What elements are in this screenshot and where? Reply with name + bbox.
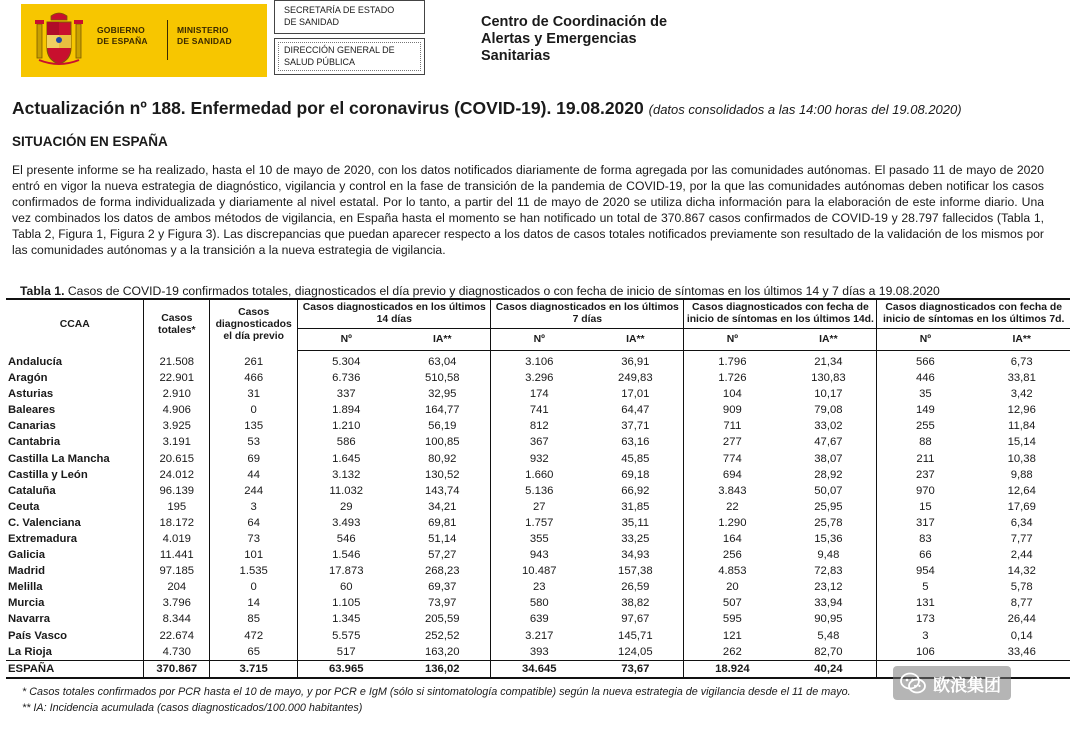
footnote-totales: * Casos totales confirmados por PCR hasta el 10 de mayo, y por PCR e IgM (sólo si sintomatología compatible) según la nueva estrategia de vigilancia desde el 11 de mayo.	[22, 686, 851, 698]
table-cell: 96.139	[144, 483, 210, 499]
table-cell: 3.715	[210, 660, 298, 678]
region-name-cell: Canarias	[6, 418, 144, 434]
table-cell: 6,73	[1010, 356, 1033, 368]
table-row	[6, 418, 1070, 434]
table-cell: 7,77	[1010, 532, 1033, 545]
table-cell: 3.296	[525, 372, 554, 385]
subheader-ia: IA**	[973, 329, 1070, 351]
table-cell: 1.345	[332, 613, 361, 626]
table-cell: 79,08	[780, 402, 877, 418]
table-cell: 73,97	[394, 595, 491, 611]
table-cell: 466	[210, 370, 298, 386]
table-cell: 149	[915, 404, 935, 417]
table-cell: 69,18	[587, 467, 684, 483]
region-name-cell: Andalucía	[6, 351, 144, 371]
table-cell: 34,21	[394, 499, 491, 515]
table-cell: 252,52	[394, 628, 491, 644]
table-cell: 136,02	[394, 660, 491, 678]
table-cell: 6,34	[1010, 516, 1033, 529]
table-cell: 2,44	[1010, 549, 1033, 562]
table-cell: 249,83	[587, 370, 684, 386]
table-cell: 26,59	[587, 579, 684, 595]
table-cell: 63,04	[394, 351, 491, 371]
table-cell: 244	[210, 483, 298, 499]
table-cell: 393	[529, 645, 549, 658]
table-row	[6, 386, 1070, 402]
table-cell: 2.910	[144, 386, 210, 402]
region-name-cell: Aragón	[6, 370, 144, 386]
table-row	[6, 531, 1070, 547]
region-name-cell: La Rioja	[6, 644, 144, 661]
table-cell: 20.615	[144, 450, 210, 466]
table-cell: 15	[919, 500, 932, 513]
table-cell: 38,82	[587, 595, 684, 611]
region-name-cell: Madrid	[6, 563, 144, 579]
table-cell: 5,48	[780, 628, 877, 644]
table-cell: 5.304	[332, 356, 361, 368]
table-cell: 26,44	[1007, 613, 1036, 626]
table-cell: 25,78	[780, 515, 877, 531]
report-title: Actualización nº 188. Enfermedad por el coronavirus (COVID-19). 19.08.2020 (datos consolidados a las 14:00 horas del 19.08.2020)	[12, 98, 962, 118]
header-diag7: Casos diagnosticados en los últimos 7 días	[491, 299, 684, 329]
table-row	[6, 467, 1070, 483]
table-cell: 65	[210, 644, 298, 661]
table-cell: 34.645	[491, 660, 588, 678]
footnote-ia: ** IA: Incidencia acumulada (casos diagnosticados/100.000 habitantes)	[22, 702, 363, 714]
table-cell: 1.535	[210, 563, 298, 579]
table-cell: 143,74	[394, 483, 491, 499]
table-cell: 5,78	[1010, 581, 1033, 594]
table-cell: 106	[915, 645, 935, 658]
table-cell: 909	[722, 404, 742, 417]
table-cell: 367	[529, 436, 549, 449]
table-cell: 69,37	[394, 579, 491, 595]
table-cell: 256	[722, 549, 742, 562]
table-cell: 56,19	[394, 418, 491, 434]
table-cell: 6.736	[332, 372, 361, 385]
table-cell: 970	[915, 484, 935, 497]
table-cell: 20	[726, 581, 739, 594]
table-cell: 33,46	[1007, 645, 1036, 658]
table-row	[6, 547, 1070, 563]
covid-table	[6, 298, 1070, 679]
table-cell: 104	[722, 388, 742, 401]
table-cell: 73,67	[587, 660, 684, 678]
table-cell: 80,92	[394, 450, 491, 466]
table-cell: 639	[529, 613, 549, 626]
table-cell: 510,58	[394, 370, 491, 386]
table-cell: 21.508	[144, 351, 210, 371]
table-cell: 5.575	[332, 629, 361, 642]
table-cell: 17.873	[328, 565, 364, 578]
table-cell: 1.645	[332, 452, 361, 465]
region-name-cell: C. Valenciana	[6, 515, 144, 531]
table-cell: 23,12	[780, 579, 877, 595]
table-cell: 14,32	[1007, 565, 1036, 578]
table-cell: 88	[919, 436, 932, 449]
table-cell: 10.487	[522, 565, 557, 578]
table-row	[6, 450, 1070, 466]
table-cell: 1.796	[718, 356, 747, 368]
table-cell: 11.441	[144, 547, 210, 563]
region-name-cell: Galicia	[6, 547, 144, 563]
table-cell: 255	[915, 420, 935, 433]
table-cell: 31	[210, 386, 298, 402]
table-cell: 63,16	[587, 434, 684, 450]
table-cell: 3.191	[144, 434, 210, 450]
table-cell: 66	[919, 549, 932, 562]
header-ccaa: CCAA	[6, 299, 144, 351]
header-sint14: Casos diagnosticados con fecha de inicio de síntomas en los últimos 14d.	[684, 299, 877, 329]
table-cell: 73	[210, 531, 298, 547]
table-cell: 97.185	[144, 563, 210, 579]
table-cell: 100,85	[394, 434, 491, 450]
table-cell: 32,95	[394, 386, 491, 402]
table-cell: 1.290	[718, 516, 747, 529]
header-diag14: Casos diagnosticados en los últimos 14 días	[298, 299, 491, 329]
table-cell: 33,25	[587, 531, 684, 547]
table-cell: 22.901	[144, 370, 210, 386]
table-cell: 24.012	[144, 467, 210, 483]
table-cell: 60	[339, 581, 353, 594]
region-name-cell: Castilla La Mancha	[6, 450, 144, 466]
wechat-icon	[899, 669, 927, 697]
table-cell: 33,81	[1007, 372, 1036, 385]
subheader-n: Nº	[298, 329, 395, 351]
region-name-cell: ESPAÑA	[6, 660, 144, 678]
watermark-text: 欧浪集团	[933, 675, 1001, 695]
table-cell: 0	[210, 402, 298, 418]
table-row	[6, 515, 1070, 531]
table-cell: 1.726	[718, 372, 747, 385]
table-cell: 4.730	[144, 644, 210, 661]
gobierno-label: GOBIERNO DE ESPAÑA	[97, 25, 148, 46]
table-cell: 268,23	[394, 563, 491, 579]
subheader-ia: IA**	[394, 329, 491, 351]
table-cell: 38,07	[780, 450, 877, 466]
ccaes-heading: Centro de Coordinación de Alertas y Emergencias Sanitarias	[481, 14, 668, 64]
section-title: SITUACIÓN EN ESPAÑA	[12, 134, 168, 149]
table-cell: 85	[210, 611, 298, 627]
table-cell: 82,70	[780, 644, 877, 661]
subheader-ia: IA**	[587, 329, 684, 351]
direccion-box: DIRECCIÓN GENERAL DE SALUD PÚBLICA	[274, 38, 425, 75]
table-cell: 446	[915, 372, 935, 385]
watermark	[893, 666, 1011, 700]
subheader-n: Nº	[491, 329, 588, 351]
table-cell: 370.867	[144, 660, 210, 678]
table-cell: 33,94	[780, 595, 877, 611]
table-cell: 8,77	[1010, 597, 1033, 610]
header-dia-previo: Casos diagnosticados el día previo	[210, 299, 298, 351]
table-cell: 157,38	[587, 563, 684, 579]
table-cell: 205,59	[394, 611, 491, 627]
table-cell: 3.796	[144, 595, 210, 611]
subheader-n: Nº	[684, 329, 781, 351]
table-cell: 211	[916, 452, 935, 465]
region-name-cell: Navarra	[6, 611, 144, 627]
table-cell: 15,14	[1007, 436, 1036, 449]
table-cell: 9,48	[780, 547, 877, 563]
table-cell: 90,95	[780, 611, 877, 627]
table-cell: 337	[336, 388, 356, 401]
header-sint7: Casos diagnosticados con fecha de inicio de síntomas en los últimos 7d.	[877, 299, 1070, 329]
header-totales: Casos totales*	[144, 299, 210, 351]
table-cell: 64,47	[587, 402, 684, 418]
table-cell: 1.210	[332, 420, 361, 433]
table-cell: 0	[210, 579, 298, 595]
table-cell: 10,38	[1007, 452, 1036, 465]
table-cell: 40,24	[780, 660, 877, 678]
table-cell: 29	[339, 500, 353, 513]
table-cell: 3.217	[525, 629, 554, 642]
table-cell: 33,02	[780, 418, 877, 434]
table-cell: 18.924	[684, 660, 781, 678]
table-cell: 566	[915, 356, 935, 368]
table-row	[6, 563, 1070, 579]
table-cell: 8.344	[144, 611, 210, 627]
table-header-row	[6, 299, 1070, 329]
table-cell: 66,92	[587, 483, 684, 499]
region-name-cell: País Vasco	[6, 628, 144, 644]
region-name-cell: Baleares	[6, 402, 144, 418]
subheader-ia: IA**	[780, 329, 877, 351]
table-cell: 27	[533, 500, 546, 513]
table-cell: 36,91	[587, 351, 684, 371]
table-caption: Tabla 1. Casos de COVID-19 confirmados totales, diagnosticados el día previo y diagnosticados o con fecha de inicio de síntomas en los últimos 14 y 7 días a 19.08.2020	[20, 284, 940, 298]
table-cell: 507	[722, 597, 742, 610]
region-name-cell: Melilla	[6, 579, 144, 595]
table-cell: 3,42	[1010, 388, 1033, 401]
table-cell: 28,92	[780, 467, 877, 483]
table-cell: 741	[529, 404, 549, 417]
table-row	[6, 370, 1070, 386]
table-cell: 163,20	[394, 644, 491, 661]
table-cell: 711	[723, 420, 742, 433]
table-cell: 173	[915, 613, 935, 626]
table-cell: 18.172	[144, 515, 210, 531]
table-cell: 22.674	[144, 628, 210, 644]
table-cell: 517	[336, 645, 356, 658]
table-cell: 812	[529, 420, 549, 433]
gobierno-logo-block	[21, 4, 267, 77]
region-name-cell: Cantabria	[6, 434, 144, 450]
table-cell: 135	[210, 418, 298, 434]
table-cell: 472	[210, 628, 298, 644]
table-cell: 34,93	[587, 547, 684, 563]
table-cell: 23	[533, 581, 546, 594]
table-cell: 53	[210, 434, 298, 450]
table-cell: 12,96	[1007, 404, 1036, 417]
table-cell: 932	[529, 452, 549, 465]
table-cell: 145,71	[587, 628, 684, 644]
table-cell: 9,88	[1010, 468, 1033, 481]
table-cell: 4.906	[144, 402, 210, 418]
table-cell: 164	[722, 532, 742, 545]
table-cell: 130,52	[394, 467, 491, 483]
table-cell: 69	[210, 450, 298, 466]
table-cell: 5.136	[525, 484, 554, 497]
table-cell: 14	[210, 595, 298, 611]
table-cell: 595	[722, 613, 742, 626]
table-row	[6, 595, 1070, 611]
table-cell: 21,34	[780, 351, 877, 371]
table-cell: 121	[722, 629, 742, 642]
table-row	[6, 579, 1070, 595]
table-cell: 1.660	[525, 468, 554, 481]
table-row	[6, 644, 1070, 661]
table-row	[6, 351, 1070, 371]
table-cell: 83	[919, 532, 932, 545]
table-cell: 4.853	[718, 565, 747, 578]
table-cell: 47,67	[780, 434, 877, 450]
table-cell: 35,11	[587, 515, 684, 531]
table-cell: 1.757	[525, 516, 554, 529]
ministerio-label: MINISTERIO DE SANIDAD	[177, 25, 232, 46]
table-cell: 35	[919, 388, 932, 401]
table-cell: 262	[722, 645, 742, 658]
table-cell: 237	[915, 468, 935, 481]
table-cell: 124,05	[587, 644, 684, 661]
logo-divider	[167, 20, 168, 60]
table-row	[6, 499, 1070, 515]
table-cell: 37,71	[587, 418, 684, 434]
table-cell: 355	[529, 532, 549, 545]
table-cell: 694	[722, 468, 742, 481]
table-cell: 3.843	[718, 484, 747, 497]
table-cell: 45,85	[587, 450, 684, 466]
secretaria-box: SECRETARÍA DE ESTADO DE SANIDAD	[274, 0, 425, 34]
table-cell: 17,01	[587, 386, 684, 402]
region-name-cell: Cataluña	[6, 483, 144, 499]
table-row	[6, 611, 1070, 627]
table-cell: 3.132	[332, 468, 361, 481]
table-cell: 11,84	[1008, 420, 1036, 433]
table-cell: 277	[722, 436, 742, 449]
region-name-cell: Ceuta	[6, 499, 144, 515]
table-cell: 954	[915, 565, 935, 578]
table-cell: 69,81	[394, 515, 491, 531]
table-cell: 22	[726, 500, 739, 513]
table-cell: 3.493	[332, 516, 361, 529]
table-cell: 50,07	[780, 483, 877, 499]
table-cell: 0,14	[1010, 629, 1033, 642]
table-cell: 12,64	[1007, 484, 1036, 497]
table-cell: 130,83	[780, 370, 877, 386]
table-cell: 4.019	[144, 531, 210, 547]
table-cell: 17,69	[1007, 500, 1036, 513]
table-cell: 1.105	[332, 597, 361, 610]
table-cell: 131	[915, 597, 935, 610]
table-cell: 1.894	[332, 404, 361, 417]
table-cell: 943	[529, 549, 549, 562]
report-subtitle: (datos consolidados a las 14:00 horas del 19.08.2020)	[648, 102, 962, 117]
coat-of-arms-icon	[33, 10, 85, 70]
region-name-cell: Extremadura	[6, 531, 144, 547]
table-cell: 101	[210, 547, 298, 563]
table-cell: 580	[529, 597, 549, 610]
table-cell: 774	[722, 452, 742, 465]
table-cell: 3.925	[144, 418, 210, 434]
table-cell: 63.965	[298, 660, 395, 678]
table-cell: 72,83	[780, 563, 877, 579]
table-cell: 1.546	[332, 549, 361, 562]
table-cell: 3	[210, 499, 298, 515]
table-cell: 5	[922, 581, 929, 594]
table-row	[6, 483, 1070, 499]
region-name-cell: Castilla y León	[6, 467, 144, 483]
table-row	[6, 402, 1070, 418]
table-cell: 546	[336, 532, 356, 545]
table-cell: 51,14	[394, 531, 491, 547]
table-cell: 11.032	[329, 484, 364, 497]
table-cell: 64	[210, 515, 298, 531]
table-cell: 15,36	[780, 531, 877, 547]
table-cell: 10,17	[780, 386, 877, 402]
region-name-cell: Murcia	[6, 595, 144, 611]
intro-paragraph: El presente informe se ha realizado, hasta el 10 de mayo de 2020, con los datos notificados diariamente de forma agregada por las comunidades autónomas. El pasado 11 de mayo de 2020 entró en vigor la nueva estrategia de diagnóstico, vigilancia y control en la fase de transición de la pandemia de COVID-19, por la que las comunidades autónomas deben notificar los casos confirmados de forma individualizada y diariamente al nivel estatal. Por lo tanto, a partir del 11 de mayo de 2020 se utiliza dicha información para la elaboración de este informe diario. Una vez combinados los datos de ambos métodos de vigilancia, en España hasta el momento se han notificado un total de 370.867 casos confirmados de COVID-19 y 28.797 fallecidos (Tabla 1, Tabla 2, Figura 1, Figura 2 y Figura 3). Las discrepancias que puedan aparecer respecto a los datos de casos totales notificados previamente son resultado de la validación de los mismos por las comunidades autónomas y a la transición a la nueva estrategia de vigilancia.	[12, 163, 1044, 258]
table-cell: 3.106	[525, 356, 554, 368]
table-cell: 586	[336, 436, 356, 449]
table-cell: 31,85	[587, 499, 684, 515]
table-cell: 97,67	[587, 611, 684, 627]
region-name-cell: Asturias	[6, 386, 144, 402]
table-cell: 3	[922, 629, 929, 642]
table-cell: 164,77	[394, 402, 491, 418]
table-body	[6, 351, 1070, 678]
table-row	[6, 434, 1070, 450]
table-cell: 25,95	[780, 499, 877, 515]
table-row	[6, 628, 1070, 644]
subheader-n: Nº	[877, 329, 974, 351]
table-cell: 204	[144, 579, 210, 595]
table-cell: 261	[210, 351, 298, 371]
table-cell: 57,27	[394, 547, 491, 563]
table-cell: 44	[210, 467, 298, 483]
table-cell: 317	[915, 516, 935, 529]
table-cell: 174	[529, 388, 549, 401]
table-cell: 195	[144, 499, 210, 515]
